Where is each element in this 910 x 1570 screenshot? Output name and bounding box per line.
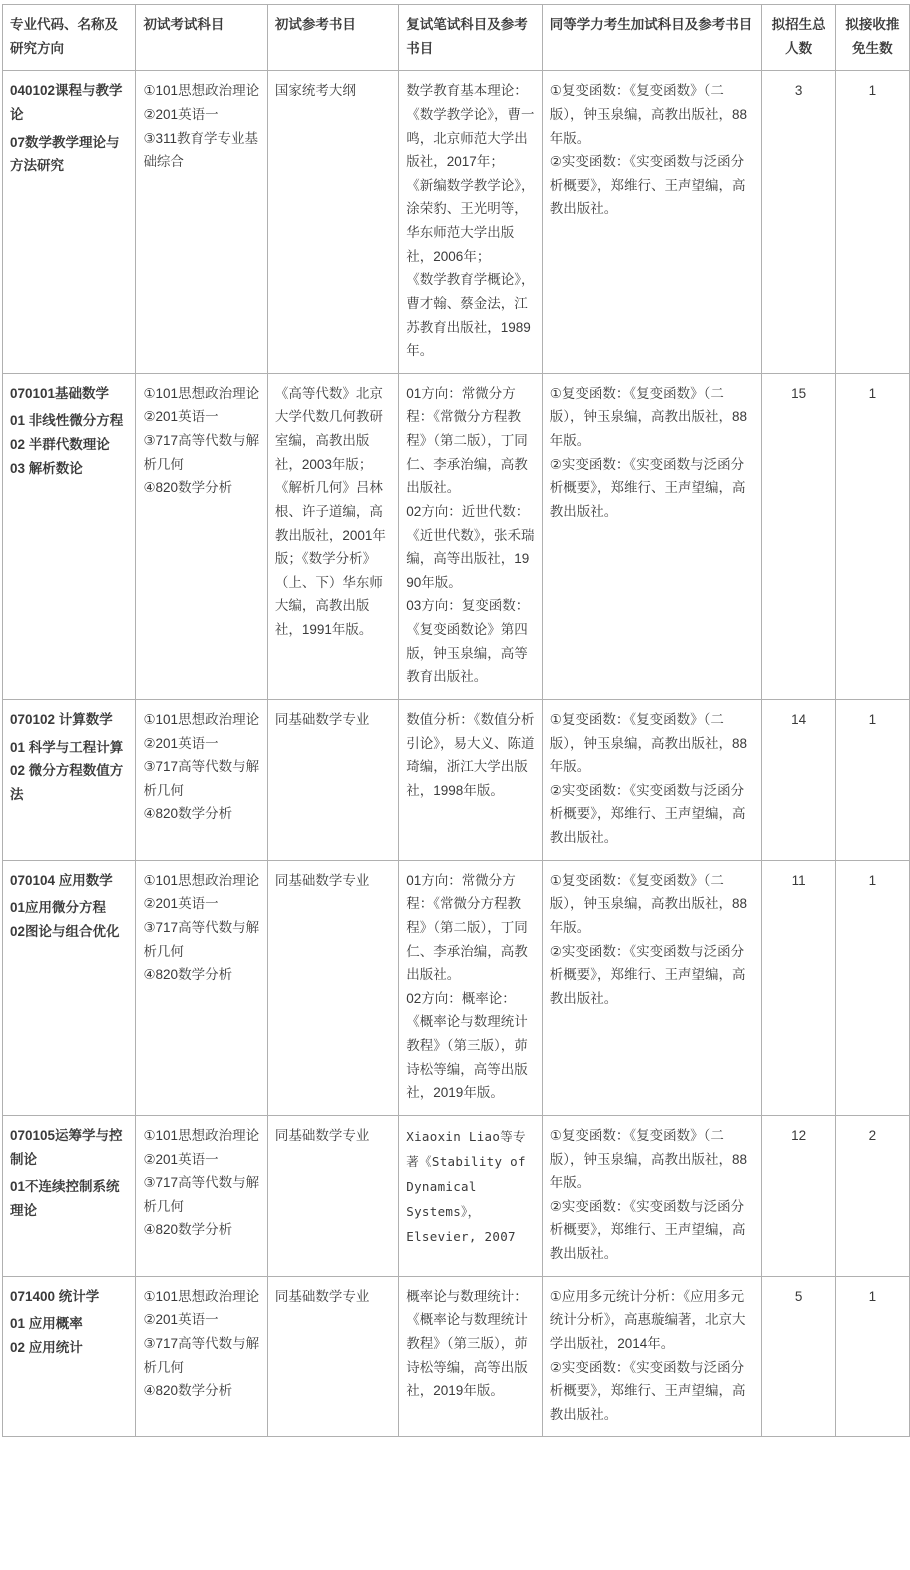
cell-major bbox=[3, 699, 136, 860]
major-code-name: 070104 应用数学 bbox=[10, 872, 113, 888]
major-direction: 02图论与组合优化 bbox=[10, 923, 120, 939]
exam-subject: ④820数学分析 bbox=[143, 480, 233, 496]
retest-book: Systems》， bbox=[406, 1203, 481, 1219]
table-header-row bbox=[3, 5, 910, 71]
extra-subject: ②实变函数：《实变函数与泛函分析概要》，郑维行、王声望编，高教出版社。 bbox=[549, 782, 746, 845]
table-row bbox=[3, 1115, 910, 1276]
retest-book: 数值分析：《数值分析引论》，易大义、陈道琦编，浙江大学出版社，1998年版。 bbox=[406, 711, 535, 798]
cell-planned-exempt: 2 bbox=[835, 1115, 909, 1276]
retest-book: 概率论与数理统计：《概率论与数理统计教程》（第三版），茆诗松等编，高等出版社，2019年版。 bbox=[406, 1288, 528, 1399]
cell-planned-total: 5 bbox=[762, 1276, 835, 1437]
cell-reference-books: 同基础数学专业 bbox=[267, 699, 398, 860]
extra-subject: ②实变函数：《实变函数与泛函分析概要》，郑维行、王声望编，高教出版社。 bbox=[549, 456, 746, 519]
retest-book: 《数学教育学概论》，曹才翰、蔡金法，江苏教育出版社，1989年。 bbox=[406, 272, 535, 359]
extra-subject: ①复变函数：《复变函数》（二版），钟玉泉编，高教出版社，88年版。 bbox=[549, 711, 748, 775]
retest-book: 03方向：复变函数：《复变函数论》第四版，钟玉泉编，高等教育出版社。 bbox=[406, 598, 530, 685]
retest-book: Dynamical bbox=[406, 1178, 477, 1194]
cell-planned-exempt: 1 bbox=[835, 1276, 909, 1437]
major-direction: 01 科学与工程计算 bbox=[10, 739, 124, 755]
major-code-name: 071400 统计学 bbox=[10, 1288, 100, 1304]
major-direction: 02 半群代数理论 bbox=[10, 437, 110, 452]
exam-subject: ①101思想政治理论 bbox=[143, 872, 260, 888]
exam-subject: ④820数学分析 bbox=[143, 967, 233, 983]
cell-retest-books bbox=[399, 699, 542, 860]
exam-subject: ②201英语一 bbox=[143, 735, 219, 751]
extra-subject: ②实变函数：《实变函数与泛函分析概要》，郑维行、王声望编，高教出版社。 bbox=[549, 943, 746, 1006]
exam-subject: ②201英语一 bbox=[143, 1151, 219, 1167]
majors-table bbox=[2, 4, 910, 1437]
table-row bbox=[3, 1276, 910, 1437]
cell-exam-subjects bbox=[136, 373, 267, 699]
cell-retest-books bbox=[399, 373, 542, 699]
major-direction: 01 应用概率 bbox=[10, 1316, 83, 1332]
cell-reference-books: 国家统考大纲 bbox=[267, 71, 398, 374]
cell-extra-subjects bbox=[542, 699, 762, 860]
header-major: 专业代码、名称及研究方向 bbox=[3, 5, 136, 71]
exam-subject: ①101思想政治理论 bbox=[143, 385, 260, 401]
retest-book: 01方向：常微分方程：《常微分方程教程》（第二版），丁同仁、李承治编，高教出版社。 bbox=[406, 872, 528, 983]
extra-subject: ①应用多元统计分析：《应用多元统计分析》，高惠璇编著，北京大学出版社，2014年。 bbox=[549, 1288, 746, 1351]
header-retest-books: 复试笔试科目及参考书目 bbox=[399, 5, 542, 71]
exam-subject: ③717高等代数与解析几何 bbox=[143, 1335, 260, 1375]
cell-major bbox=[3, 373, 136, 699]
exam-subject: ②201英语一 bbox=[143, 409, 219, 425]
major-code-name: 070101基础数学 bbox=[10, 385, 110, 401]
exam-subject: ③717高等代数与解析几何 bbox=[143, 919, 260, 959]
cell-planned-exempt: 1 bbox=[835, 373, 909, 699]
major-direction: 01 非线性微分方程 bbox=[10, 413, 124, 429]
major-direction: 07数学教学理论与方法研究 bbox=[10, 134, 120, 174]
exam-subject: ④820数学分析 bbox=[143, 806, 233, 822]
cell-reference-books: 同基础数学专业 bbox=[267, 1276, 398, 1437]
header-planned-exempt: 拟接收推免生数 bbox=[835, 5, 909, 71]
exam-subject: ②201英语一 bbox=[143, 106, 219, 122]
exam-subject: ①101思想政治理论 bbox=[143, 83, 260, 99]
cell-extra-subjects bbox=[542, 71, 762, 374]
cell-exam-subjects bbox=[136, 1115, 267, 1276]
major-code-name: 070105运筹学与控制论 bbox=[10, 1127, 123, 1167]
retest-book: 数学教育基本理论：《数学教学论》，曹一鸣，北京师范大学出版社，2017年； bbox=[406, 83, 535, 170]
cell-planned-exempt: 1 bbox=[835, 71, 909, 374]
cell-exam-subjects bbox=[136, 699, 267, 860]
cell-planned-total: 12 bbox=[762, 1115, 835, 1276]
major-code-name: 070102 计算数学 bbox=[10, 711, 113, 727]
table-row bbox=[3, 71, 910, 374]
cell-planned-total: 14 bbox=[762, 699, 835, 860]
header-planned-total: 拟招生总人数 bbox=[762, 5, 835, 71]
cell-extra-subjects bbox=[542, 1276, 762, 1437]
exam-subject: ①101思想政治理论 bbox=[143, 711, 260, 727]
cell-reference-books: 同基础数学专业 bbox=[267, 860, 398, 1115]
extra-subject: ②实变函数：《实变函数与泛函分析概要》，郑维行、王声望编，高教出版社。 bbox=[549, 1198, 746, 1261]
cell-retest-books bbox=[399, 860, 542, 1115]
cell-reference-books: 《高等代数》北京大学代数几何教研室编，高教出版社，2003年版；《解析几何》吕林根、许子道编，高教出版社，2001年版；《数学分析》（上、下）华东师大编，高教出版社，1991年版。 bbox=[267, 373, 398, 699]
exam-subject: ③717高等代数与解析几何 bbox=[143, 759, 260, 798]
cell-reference-books: 同基础数学专业 bbox=[267, 1115, 398, 1276]
cell-exam-subjects bbox=[136, 1276, 267, 1437]
cell-planned-total: 3 bbox=[762, 71, 835, 374]
major-direction: 01应用微分方程 bbox=[10, 900, 107, 916]
exam-subject: ①101思想政治理论 bbox=[143, 1127, 260, 1143]
extra-subject: ①复变函数：《复变函数》（二版），钟玉泉编，高教出版社，88年版。 bbox=[549, 83, 748, 146]
cell-retest-books bbox=[399, 1276, 542, 1437]
major-direction: 01不连续控制系统理论 bbox=[10, 1179, 120, 1218]
exam-subject: ①101思想政治理论 bbox=[143, 1288, 260, 1304]
major-code-name: 040102课程与教学论 bbox=[10, 83, 123, 122]
major-direction: 02 应用统计 bbox=[10, 1339, 83, 1355]
retest-book: 著《Stability of bbox=[406, 1153, 526, 1169]
exam-subject: ③311教育学专业基础综合 bbox=[143, 130, 259, 170]
cell-planned-total: 11 bbox=[762, 860, 835, 1115]
exam-subject: ③717高等代数与解析几何 bbox=[143, 1175, 260, 1214]
exam-subject: ④820数学分析 bbox=[143, 1222, 233, 1238]
retest-book: 《新编数学教学论》，涂荣豹、王光明等，华东师范大学出版社，2006年； bbox=[406, 177, 535, 264]
extra-subject: ②实变函数：《实变函数与泛函分析概要》，郑维行、王声望编，高教出版社。 bbox=[549, 154, 746, 217]
exam-subject: ②201英语一 bbox=[143, 1312, 219, 1328]
major-direction: 03 解析数论 bbox=[10, 460, 83, 476]
exam-subject: ②201英语一 bbox=[143, 896, 219, 912]
exam-subject: ④820数学分析 bbox=[143, 1383, 233, 1399]
cell-planned-total: 15 bbox=[762, 373, 835, 699]
table-row bbox=[3, 373, 910, 699]
cell-extra-subjects bbox=[542, 860, 762, 1115]
header-reference-books: 初试参考书目 bbox=[267, 5, 398, 71]
header-extra-subjects: 同等学力考生加试科目及参考书目 bbox=[542, 5, 762, 71]
cell-retest-books bbox=[399, 1115, 542, 1276]
header-exam-subjects: 初试考试科目 bbox=[136, 5, 267, 71]
cell-planned-exempt: 1 bbox=[835, 699, 909, 860]
cell-extra-subjects bbox=[542, 373, 762, 699]
cell-exam-subjects bbox=[136, 71, 267, 374]
extra-subject: ①复变函数：《复变函数》（二版），钟玉泉编，高教出版社，88年版。 bbox=[549, 1127, 748, 1191]
cell-major bbox=[3, 860, 136, 1115]
extra-subject: ①复变函数：《复变函数》（二版），钟玉泉编，高教出版社，88年版。 bbox=[549, 385, 748, 448]
table-row bbox=[3, 860, 910, 1115]
retest-book: 02方向：概率论：《概率论与数理统计教程》（第三版），茆诗松等编，高等出版社，2019年版。 bbox=[406, 990, 528, 1101]
cell-planned-exempt: 1 bbox=[835, 860, 909, 1115]
cell-major bbox=[3, 1115, 136, 1276]
retest-book: 02方向：近世代数：《近世代数》，张禾瑞编，高等出版社，1990年版。 bbox=[406, 503, 535, 590]
retest-book: Xiaoxin Liao等专 bbox=[406, 1128, 526, 1144]
retest-book: 01方向：常微分方程：《常微分方程教程》（第二版），丁同仁、李承治编，高教出版社。 bbox=[406, 385, 528, 496]
retest-book: Elsevier, 2007 bbox=[406, 1228, 516, 1244]
table-row bbox=[3, 699, 910, 860]
cell-exam-subjects bbox=[136, 860, 267, 1115]
extra-subject: ①复变函数：《复变函数》（二版），钟玉泉编，高教出版社，88年版。 bbox=[549, 872, 748, 935]
cell-major bbox=[3, 71, 136, 374]
exam-subject: ③717高等代数与解析几何 bbox=[143, 433, 260, 472]
extra-subject: ②实变函数：《实变函数与泛函分析概要》，郑维行、王声望编，高教出版社。 bbox=[549, 1359, 746, 1422]
cell-major bbox=[3, 1276, 136, 1437]
major-direction: 02 微分方程数值方法 bbox=[10, 763, 124, 802]
cell-extra-subjects bbox=[542, 1115, 762, 1276]
cell-retest-books bbox=[399, 71, 542, 374]
